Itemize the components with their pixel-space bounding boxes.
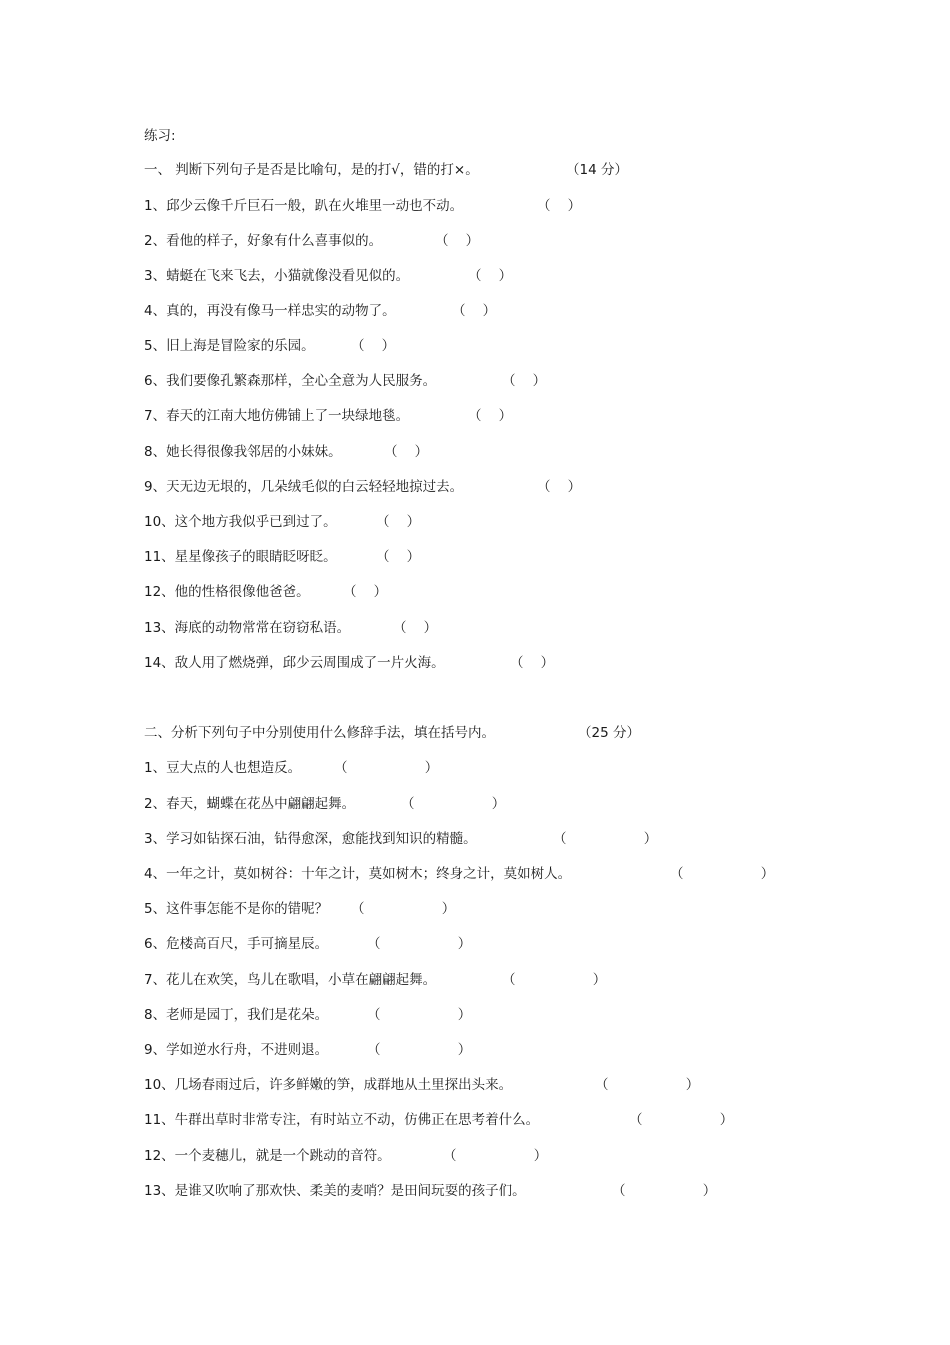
s2-answer-blank[interactable]: （ ）	[670, 866, 775, 882]
s1-question: 2、看他的样子，好象有什么喜事似的。	[144, 233, 383, 249]
s2-answer-blank[interactable]: （ ）	[612, 1183, 717, 1199]
s2-answer-blank[interactable]: （ ）	[401, 796, 506, 812]
s1-answer-blank[interactable]: （ ）	[376, 549, 421, 565]
s2-answer-blank[interactable]: （ ）	[629, 1112, 734, 1128]
s1-answer-blank[interactable]: （ ）	[468, 408, 513, 424]
s2-answer-blank[interactable]: （ ）	[367, 936, 472, 952]
s1-question: 13、海底的动物常常在窃窃私语。	[144, 620, 351, 636]
s1-question: 9、天无边无垠的，几朵绒毛似的白云轻轻地掠过去。	[144, 479, 464, 495]
s1-answer-blank[interactable]: （ ）	[510, 655, 555, 671]
s2-answer-blank[interactable]: （ ）	[367, 1042, 472, 1058]
s1-question: 3、蜻蜓在飞来飞去，小猫就像没看见似的。	[144, 268, 410, 284]
s1-question: 6、我们要像孔繁森那样，全心全意为人民服务。	[144, 373, 437, 389]
section1-score: （14 分）	[566, 162, 628, 178]
s2-question: 1、豆大点的人也想造反。	[144, 760, 302, 776]
s2-question: 12、一个麦穗儿，就是一个跳动的音符。	[144, 1148, 391, 1164]
section2-score: （25 分）	[578, 725, 640, 741]
s2-question: 2、春天，蝴蝶在花丛中翩翩起舞。	[144, 796, 356, 812]
s1-answer-blank[interactable]: （ ）	[537, 479, 582, 495]
s1-answer-blank[interactable]: （ ）	[435, 233, 480, 249]
s2-question: 6、危楼高百尺，手可摘星辰。	[144, 936, 329, 952]
s1-question: 4、真的，再没有像马一样忠实的动物了。	[144, 303, 396, 319]
s2-question: 13、是谁又吹响了那欢快、柔美的麦哨？是田间玩耍的孩子们。	[144, 1183, 526, 1199]
s2-answer-blank[interactable]: （ ）	[502, 972, 607, 988]
s1-question: 10、这个地方我似乎已到过了。	[144, 514, 337, 530]
s1-answer-blank[interactable]: （ ）	[537, 198, 582, 214]
s1-question: 7、春天的江南大地仿佛铺上了一块绿地毯。	[144, 408, 410, 424]
s1-question: 12、他的性格很像他爸爸。	[144, 584, 310, 600]
s2-answer-blank[interactable]: （ ）	[367, 1007, 472, 1023]
s1-question: 5、旧上海是冒险家的乐园。	[144, 338, 315, 354]
s2-answer-blank[interactable]: （ ）	[443, 1148, 548, 1164]
s2-question: 3、学习如钻探石油，钻得愈深，愈能找到知识的精髓。	[144, 831, 477, 847]
s1-answer-blank[interactable]: （ ）	[393, 620, 438, 636]
s2-question: 11、牛群出草时非常专注，有时站立不动，仿佛正在思考着什么。	[144, 1112, 540, 1128]
s1-question: 11、星星像孩子的眼睛眨呀眨。	[144, 549, 337, 565]
s1-answer-blank[interactable]: （ ）	[468, 268, 513, 284]
s2-question: 4、一年之计，莫如树谷：十年之计，莫如树木；终身之计，莫如树人。	[144, 866, 572, 882]
s1-answer-blank[interactable]: （ ）	[343, 584, 388, 600]
s2-question: 8、老师是园丁，我们是花朵。	[144, 1007, 329, 1023]
s1-answer-blank[interactable]: （ ）	[502, 373, 547, 389]
s2-question: 5、这件事怎能不是你的错呢？	[144, 901, 329, 917]
s1-answer-blank[interactable]: （ ）	[452, 303, 497, 319]
s1-question: 14、敌人用了燃烧弹，邱少云周围成了一片火海。	[144, 655, 445, 671]
worksheet-title: 练习:	[144, 128, 176, 144]
section2-heading: 二、分析下列句子中分别使用什么修辞手法，填在括号内。	[144, 725, 495, 741]
s2-question: 9、学如逆水行舟，不进则退。	[144, 1042, 329, 1058]
s2-answer-blank[interactable]: （ ）	[553, 831, 658, 847]
s2-answer-blank[interactable]: （ ）	[351, 901, 456, 917]
s1-question: 1、邱少云像千斤巨石一般，趴在火堆里一动也不动。	[144, 198, 464, 214]
s1-question: 8、她长得很像我邻居的小妹妹。	[144, 444, 342, 460]
s2-answer-blank[interactable]: （ ）	[595, 1077, 700, 1093]
s2-question: 10、几场春雨过后，许多鲜嫩的笋，成群地从土里探出头来。	[144, 1077, 513, 1093]
section1-heading: 一、 判断下列句子是否是比喻句，是的打√，错的打×。	[144, 162, 479, 178]
s1-answer-blank[interactable]: （ ）	[384, 444, 429, 460]
s2-question: 7、花儿在欢笑，鸟儿在歌唱，小草在翩翩起舞。	[144, 972, 437, 988]
s1-answer-blank[interactable]: （ ）	[351, 338, 396, 354]
s1-answer-blank[interactable]: （ ）	[376, 514, 421, 530]
s2-answer-blank[interactable]: （ ）	[334, 760, 439, 776]
